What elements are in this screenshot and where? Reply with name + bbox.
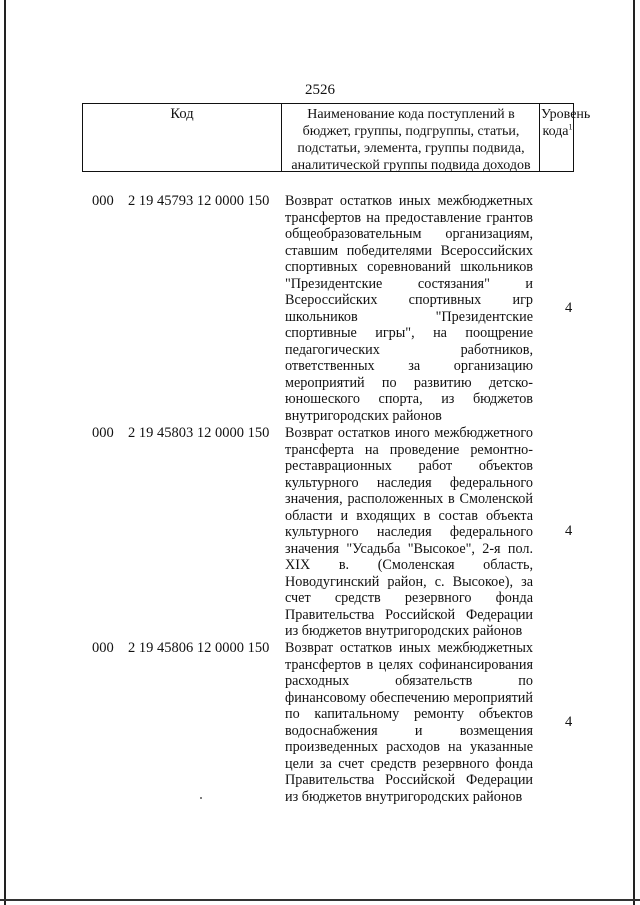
description-line: Новодугинский район, с. Высокое), за (285, 573, 533, 590)
description-line: Правительства Российской Федерации (285, 772, 533, 788)
description-line: из бюджетов внутригородских районов (285, 788, 523, 805)
description-line: общеобразовательным организациям, (285, 226, 533, 242)
description-line: спортивных соревнований школьников (285, 259, 533, 275)
footnote-marker: 1 (568, 122, 573, 132)
description-line: счет средств резервного фонда (285, 590, 533, 606)
description-line: Возврат остатков иных межбюджетных (285, 640, 533, 656)
page-bottom-edge (0, 899, 640, 901)
header-name-line: аналитической группы подвида доходов (291, 158, 531, 173)
description-line: Правительства Российской Федерации (285, 606, 533, 623)
description-line: водоснабжения и возмещения (285, 722, 533, 739)
page-left-edge (4, 0, 6, 905)
description-line: культурного наследия федерального (285, 474, 533, 491)
description-line: внутригородских районов (285, 407, 442, 424)
revenue-code: 2 19 45803 12 0000 150 (128, 425, 270, 441)
description-line: школьников "Президентские (285, 308, 533, 325)
description-line: педагогических работников, (285, 341, 533, 358)
revenue-description (285, 640, 533, 805)
header-name-line: подстатьи, элемента, группы подвида, (297, 141, 525, 156)
header-code: Код (170, 106, 194, 122)
code-level: 4 (565, 299, 573, 316)
description-line: "Президентские состязания" и (285, 275, 533, 292)
page-right-edge (633, 0, 635, 905)
description-line: трансфертов в целях софинансирования (285, 656, 533, 673)
header-divider (281, 104, 282, 171)
admin-code: 000 (92, 425, 114, 441)
description-line: спортивные игры", на поощрение (285, 325, 533, 341)
description-line: финансовому обеспечению мероприятий (285, 689, 533, 706)
code-level: 4 (565, 523, 573, 540)
description-line: мероприятий по развитию детско- (285, 374, 533, 391)
description-line: по капитальному ремонту объектов (285, 706, 533, 722)
page-number: 2526 (305, 82, 335, 98)
description-line: Возврат остатков иных межбюджетных (285, 193, 533, 209)
description-line: Возврат остатков иного межбюджетного (285, 425, 533, 441)
scan-speck (200, 797, 202, 799)
header-level (541, 106, 591, 140)
description-line: значения "Усадьба "Высокое", 2-я пол. (285, 540, 533, 557)
header-name-line: бюджет, группы, подгруппы, статьи, (302, 124, 520, 139)
header-divider (539, 104, 540, 171)
description-line: XIX в. (Смоленская область, (285, 557, 533, 573)
header-level-line: Уровень (541, 107, 591, 122)
description-line: цели за счет средств резервного фонда (285, 755, 533, 772)
revenue-code: 2 19 45793 12 0000 150 (128, 193, 270, 209)
admin-code: 000 (92, 193, 114, 209)
description-line: ответственных за организацию (285, 358, 533, 374)
description-line: ставшим победителями Всероссийских (285, 242, 533, 259)
description-line: трансферта на проведение ремонтно- (285, 441, 533, 458)
description-line: реставрационных работ объектов (285, 458, 533, 474)
description-line: из бюджетов внутригородских районов (285, 623, 523, 639)
description-line: области и входящих в состав объекта (285, 507, 533, 524)
description-line: юношеского спорта, из бюджетов (285, 391, 533, 407)
description-line: трансфертов на предоставление грантов (285, 209, 533, 226)
header-name-line: Наименование кода поступлений в (307, 107, 515, 122)
code-level: 4 (565, 713, 573, 730)
description-line: расходных обязательств по (285, 673, 533, 689)
description-line: значения, расположенных в Смоленской (285, 491, 533, 507)
revenue-code: 2 19 45806 12 0000 150 (128, 640, 270, 656)
revenue-description (285, 193, 533, 424)
description-line: культурного наследия федерального (285, 524, 533, 540)
description-line: произведенных расходов на указанные (285, 739, 533, 755)
description-line: Всероссийских спортивных игр (285, 292, 533, 308)
header-name (283, 106, 539, 174)
header-level-line (541, 123, 574, 140)
revenue-description (285, 425, 533, 640)
table-header (82, 103, 591, 173)
admin-code: 000 (92, 640, 114, 656)
header-level-word: кода (542, 124, 569, 139)
